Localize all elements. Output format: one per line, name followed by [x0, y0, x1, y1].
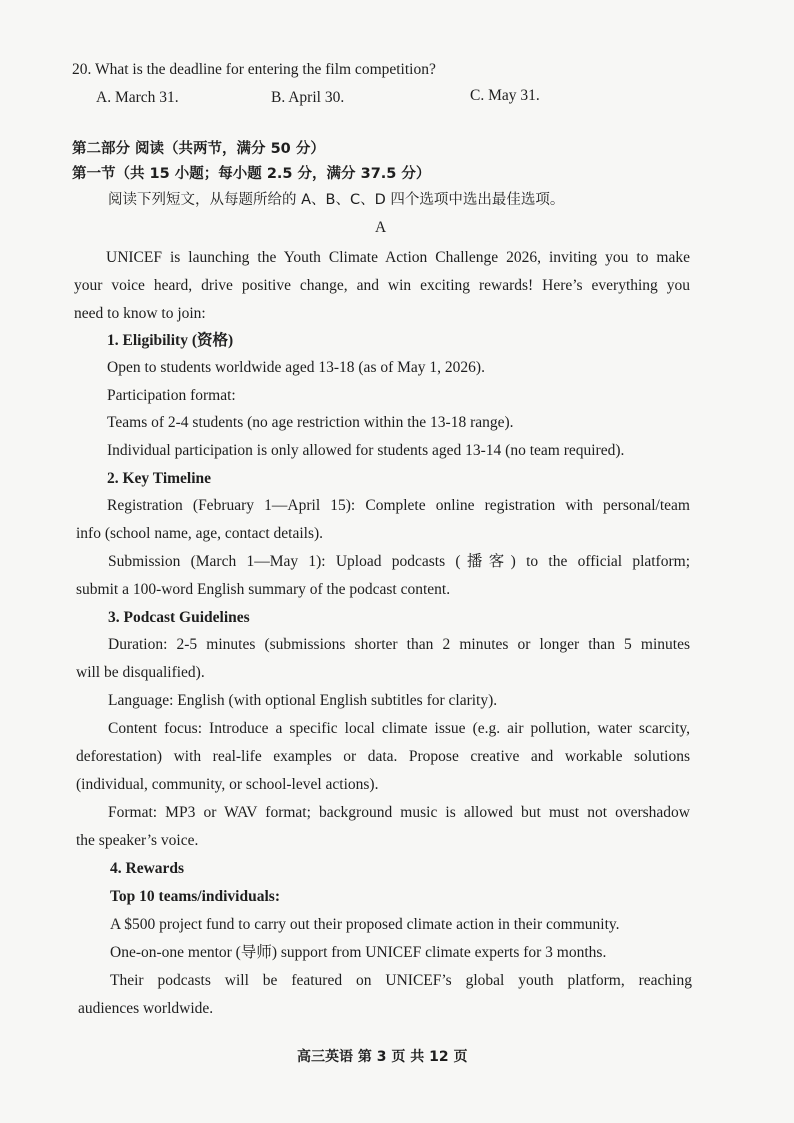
participation-format-label: Participation format: — [107, 387, 236, 404]
mentor-reward: One-on-one mentor (导师) support from UNICEF climate experts for 3 months. — [110, 944, 607, 961]
content-line-2: deforestation) with real-life examples or data. Propose creative and workable solutions — [76, 748, 690, 765]
registration-line-2: info (school name, age, contact details). — [76, 525, 324, 542]
eligibility-heading: 1. Eligibility (资格) — [107, 332, 234, 349]
format-line-2: the speaker’s voice. — [76, 832, 199, 849]
teams-rule: Teams of 2-4 students (no age restriction within the 13-18 range). — [107, 414, 514, 431]
format-line-1: Format: MP3 or WAV format; background music is allowed but must not overshadow — [108, 804, 690, 821]
duration-line-2: will be disqualified). — [76, 664, 205, 681]
intro-line-3: need to know to join: — [74, 305, 206, 322]
page-footer: 高三英语 第 3 页 共 12 页 — [297, 1049, 468, 1065]
eligibility-open: Open to students worldwide aged 13-18 (as of May 1, 2026). — [107, 359, 485, 376]
submission-line-2: submit a 100-word English summary of the podcast content. — [76, 581, 451, 598]
top-ten-label: Top 10 teams/individuals: — [110, 888, 280, 905]
option-c: C. May 31. — [470, 87, 540, 104]
part-two-title: 第二部分 阅读（共两节，满分 50 分） — [72, 141, 325, 157]
section-one-title: 第一节（共 15 小题；每小题 2.5 分，满分 37.5 分） — [72, 166, 431, 182]
intro-line-2: your voice heard, drive positive change, and win exciting rewards! Here’s everything you — [74, 277, 690, 294]
content-line-1: Content focus: Introduce a specific local climate issue (e.g. air pollution, water scarcity, — [108, 720, 690, 737]
intro-line-1: UNICEF is launching the Youth Climate Action Challenge 2026, inviting you to make — [106, 249, 690, 266]
individual-rule: Individual participation is only allowed for students aged 13-14 (no team required). — [107, 442, 625, 459]
duration-line-1: Duration: 2-5 minutes (submissions shorter than 2 minutes or longer than 5 minutes — [108, 636, 690, 653]
question-20-stem: 20. What is the deadline for entering the film competition? — [72, 61, 436, 78]
guidelines-heading: 3. Podcast Guidelines — [108, 609, 250, 626]
passage-label: A — [375, 219, 387, 236]
content-line-3: (individual, community, or school-level actions). — [76, 776, 379, 793]
timeline-heading: 2. Key Timeline — [107, 470, 212, 487]
option-a: A. March 31. — [96, 89, 179, 106]
project-fund-reward: A $500 project fund to carry out their proposed climate action in their community. — [110, 916, 620, 933]
feature-line-1: Their podcasts will be featured on UNICEF’s global youth platform, reaching — [110, 972, 692, 989]
reading-instruction: 阅读下列短文，从每题所给的 A、B、C、D 四个选项中选出最佳选项。 — [108, 192, 565, 208]
language-rule: Language: English (with optional English subtitles for clarity). — [108, 692, 498, 709]
submission-line-1: Submission (March 1—May 1): Upload podcasts (播客) to the official platform; — [108, 553, 690, 570]
feature-line-2: audiences worldwide. — [78, 1000, 214, 1017]
option-b: B. April 30. — [271, 89, 345, 106]
registration-line-1: Registration (February 1—April 15): Complete online registration with personal/team — [107, 497, 690, 514]
rewards-heading: 4. Rewards — [110, 860, 185, 877]
